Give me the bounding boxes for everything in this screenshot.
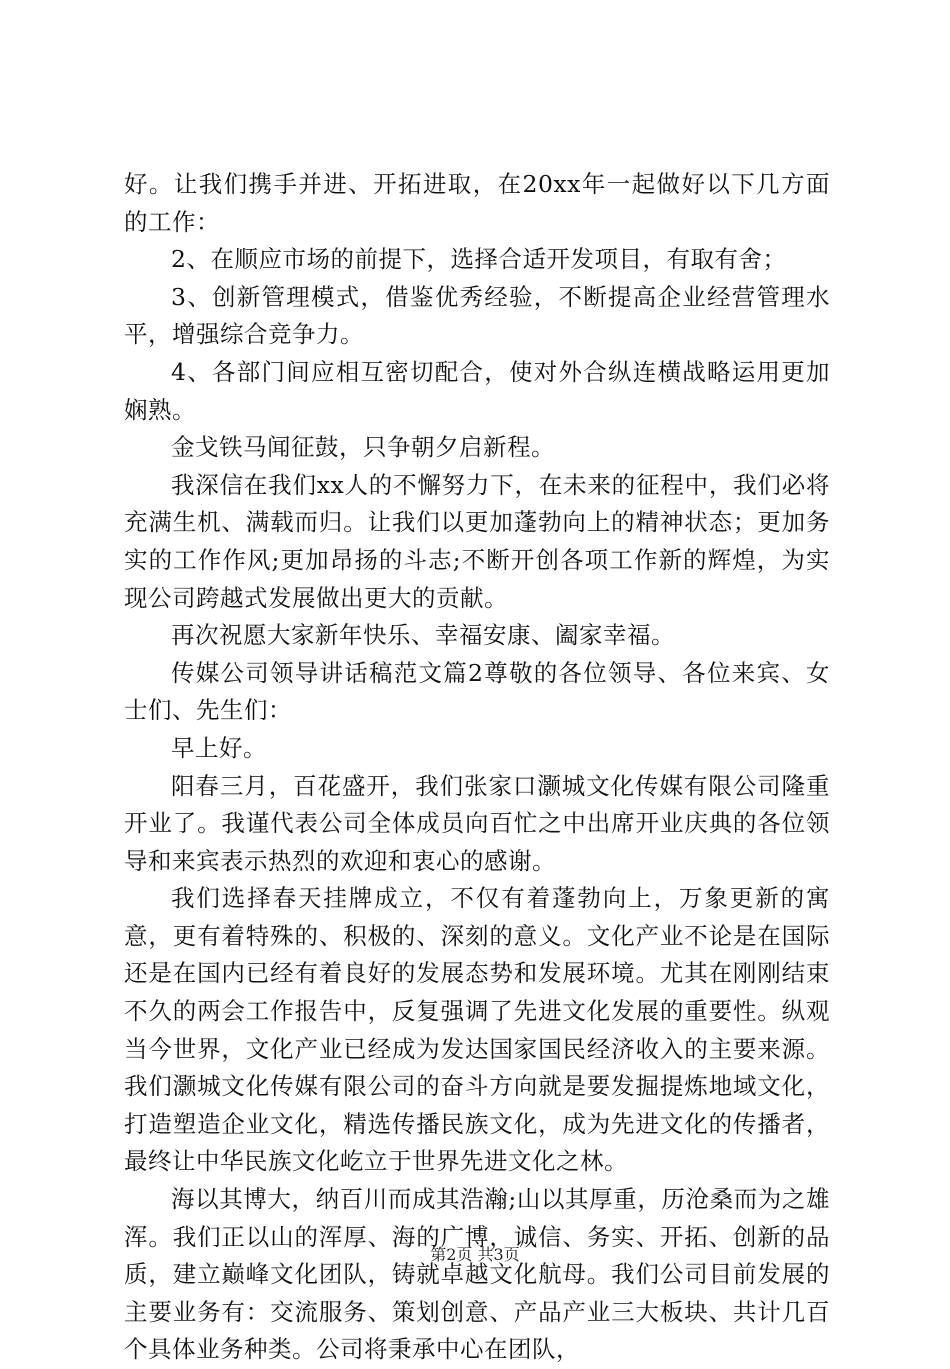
paragraph: 好。让我们携手并进、开拓进取，在20xx年一起做好以下几方面的工作： <box>124 170 830 236</box>
paragraph: 2、在顺应市场的前提下，选择合适开发项目，有取有舍； <box>171 245 787 274</box>
paragraph: 早上好。 <box>171 733 267 762</box>
paragraph: 我们选择春天挂牌成立，不仅有着蓬勃向上，万象更新的寓意，更有着特殊的、积极的、深刻的意义。文化产业不论是在国际还是在国内已经有着良好的发展态势和发展环境。尤其在刚刚结束不久的两会工作报告中，反复强调了先进文化发展的重要性。纵观当今世界，文化产业已经成为发达国家国民经济收入的主要来源。我们灏城文化传媒有限公司的奋斗方向就是要发掘提炼地域文化，打造塑造企业文化，精选传播民族文化，成为先进文化的传播者，最终让中华民族文化屹立于世界先进文化之林。 <box>124 884 830 1176</box>
paragraph: 我深信在我们xx人的不懈努力下，在未来的征程中，我们必将充满生机、满载而归。让我们以更加蓬勃向上的精神状态；更加务实的工作作风;更加昂扬的斗志;不断开创各项工作新的辉煌，为实现公司跨越式发展做出更大的贡献。 <box>124 470 830 612</box>
paragraph: 3、创新管理模式，借鉴优秀经验，不断提高企业经营管理水平，增强综合竞争力。 <box>124 282 830 349</box>
page-number: 第2页 共3页 <box>430 1245 520 1264</box>
paragraph: 传媒公司领导讲话稿范文篇2尊敬的各位领导、各位来宾、女士们、先生们： <box>124 658 830 725</box>
paragraph: 海以其博大，纳百川而成其浩瀚;山以其厚重，历沧桑而为之雄浑。我们正以山的浑厚、海的广博，诚信、务实、开拓、创新的品质，建立巅峰文化团队，铸就卓越文化航母。我们公司目前发展的主要业务有：交流服务、策划创意、产品产业三大板块、共计几百个具体业务种类。公司将秉承中心在团队， <box>124 1185 830 1364</box>
paragraph: 再次祝愿大家新年快乐、幸福安康、阖家幸福。 <box>171 621 675 650</box>
paragraph: 金戈铁马闻征鼓，只争朝夕启新程。 <box>171 433 555 462</box>
paragraph: 阳春三月，百花盛开，我们张家口灏城文化传媒有限公司隆重开业了。我谨代表公司全体成员向百忙之中出席开业庆典的各位领导和来宾表示热烈的欢迎和衷心的感谢。 <box>124 771 830 875</box>
paragraph: 4、各部门间应相互密切配合，使对外合纵连横战略运用更加娴熟。 <box>124 357 830 424</box>
body-text <box>124 166 830 1369</box>
